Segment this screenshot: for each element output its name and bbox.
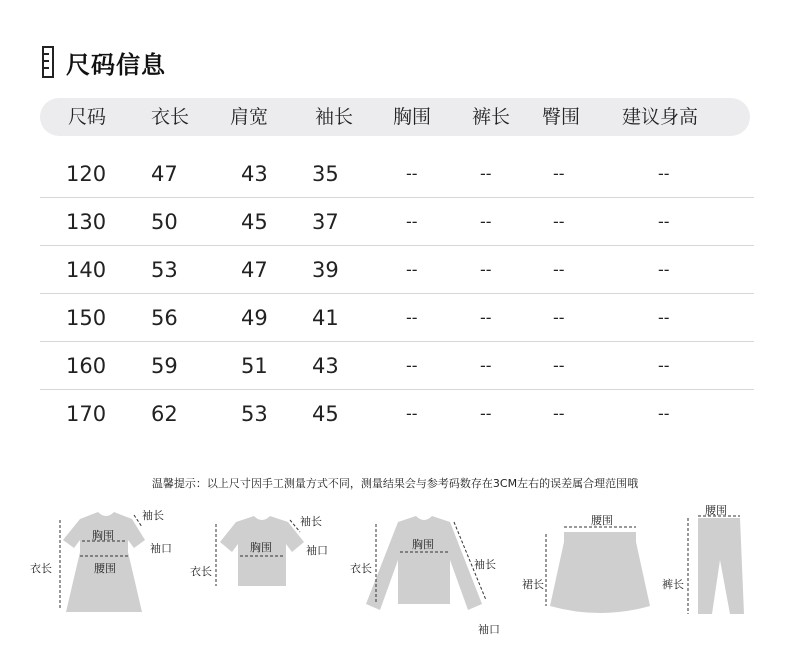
sweater-cuff-label: 袖口 bbox=[478, 623, 500, 636]
cell-chest: -- bbox=[406, 212, 418, 231]
cell-hip: -- bbox=[553, 356, 565, 375]
cell-pants-length: -- bbox=[480, 164, 492, 183]
pants-waist-label: 腰围 bbox=[705, 504, 727, 517]
measurement-note: 温馨提示：以上尺寸因手工测量方式不同，测量结果会与参考码数存在3CM左右的误差属合理范围哦 bbox=[151, 477, 639, 490]
cell-length: 47 bbox=[151, 162, 178, 186]
cell-chest: -- bbox=[406, 404, 418, 423]
header-pants-length: 裤长 bbox=[472, 106, 511, 128]
tshirt-sleeve-label: 袖长 bbox=[300, 515, 322, 528]
page-title: 尺码信息 bbox=[66, 50, 166, 79]
sweater-length-label: 衣长 bbox=[350, 562, 372, 575]
cell-pants-length: -- bbox=[480, 260, 492, 279]
cell-hip: -- bbox=[553, 164, 565, 183]
dress-sleeve-label: 袖长 bbox=[142, 509, 164, 522]
skirt-waist-label: 腰围 bbox=[591, 514, 613, 527]
sweater-illustration bbox=[366, 516, 482, 610]
header-length: 衣长 bbox=[151, 106, 190, 128]
dress-length-label: 衣长 bbox=[30, 562, 52, 575]
tshirt-length-label: 衣长 bbox=[190, 565, 212, 578]
skirt-illustration bbox=[550, 532, 650, 613]
sweater-sleeve-label: 袖长 bbox=[474, 558, 496, 571]
cell-size: 170 bbox=[66, 402, 107, 426]
cell-size: 160 bbox=[66, 354, 107, 378]
cell-size: 150 bbox=[66, 306, 107, 330]
cell-sleeve: 45 bbox=[312, 402, 339, 426]
skirt-length-label: 裙长 bbox=[522, 578, 544, 591]
cell-pants-length: -- bbox=[480, 212, 492, 231]
cell-pants-length: -- bbox=[480, 308, 492, 327]
sweater-chest-label: 胸围 bbox=[412, 538, 434, 551]
cell-hip: -- bbox=[553, 260, 565, 279]
cell-shoulder: 43 bbox=[241, 162, 268, 186]
cell-chest: -- bbox=[406, 356, 418, 375]
header-chest: 胸围 bbox=[393, 106, 432, 128]
cell-sleeve: 39 bbox=[312, 258, 339, 282]
cell-sleeve: 35 bbox=[312, 162, 339, 186]
cell-sleeve: 41 bbox=[312, 306, 339, 330]
cell-height: -- bbox=[658, 260, 670, 279]
cell-size: 120 bbox=[66, 162, 107, 186]
cell-length: 50 bbox=[151, 210, 178, 234]
cell-height: -- bbox=[658, 164, 670, 183]
header-height: 建议身高 bbox=[622, 106, 699, 128]
header-shoulder: 肩宽 bbox=[230, 106, 269, 128]
cell-height: -- bbox=[658, 308, 670, 327]
cell-chest: -- bbox=[406, 308, 418, 327]
cell-shoulder: 51 bbox=[241, 354, 268, 378]
cell-chest: -- bbox=[406, 164, 418, 183]
cell-shoulder: 45 bbox=[241, 210, 268, 234]
cell-sleeve: 37 bbox=[312, 210, 339, 234]
cell-pants-length: -- bbox=[480, 356, 492, 375]
pants-length-label: 裤长 bbox=[662, 578, 684, 591]
cell-height: -- bbox=[658, 356, 670, 375]
cell-height: -- bbox=[658, 404, 670, 423]
cell-size: 130 bbox=[66, 210, 107, 234]
header-size: 尺码 bbox=[68, 106, 107, 128]
cell-chest: -- bbox=[406, 260, 418, 279]
cell-shoulder: 47 bbox=[241, 258, 268, 282]
cell-pants-length: -- bbox=[480, 404, 492, 423]
cell-size: 140 bbox=[66, 258, 107, 282]
tshirt-cuff-label: 袖口 bbox=[306, 544, 328, 557]
dress-cuff-label: 袖口 bbox=[150, 542, 172, 555]
cell-length: 59 bbox=[151, 354, 178, 378]
cell-sleeve: 43 bbox=[312, 354, 339, 378]
cell-hip: -- bbox=[553, 212, 565, 231]
cell-shoulder: 53 bbox=[241, 402, 268, 426]
cell-length: 56 bbox=[151, 306, 178, 330]
dress-waist-label: 腰围 bbox=[94, 562, 116, 575]
cell-height: -- bbox=[658, 212, 670, 231]
cell-length: 62 bbox=[151, 402, 178, 426]
cell-shoulder: 49 bbox=[241, 306, 268, 330]
tshirt-chest-label: 胸围 bbox=[250, 541, 272, 554]
pants-illustration bbox=[698, 518, 744, 614]
header-sleeve: 袖长 bbox=[315, 106, 354, 128]
cell-hip: -- bbox=[553, 404, 565, 423]
dress-chest-label: 胸围 bbox=[92, 529, 114, 542]
cell-hip: -- bbox=[553, 308, 565, 327]
cell-length: 53 bbox=[151, 258, 178, 282]
header-hip: 臀围 bbox=[542, 106, 581, 128]
